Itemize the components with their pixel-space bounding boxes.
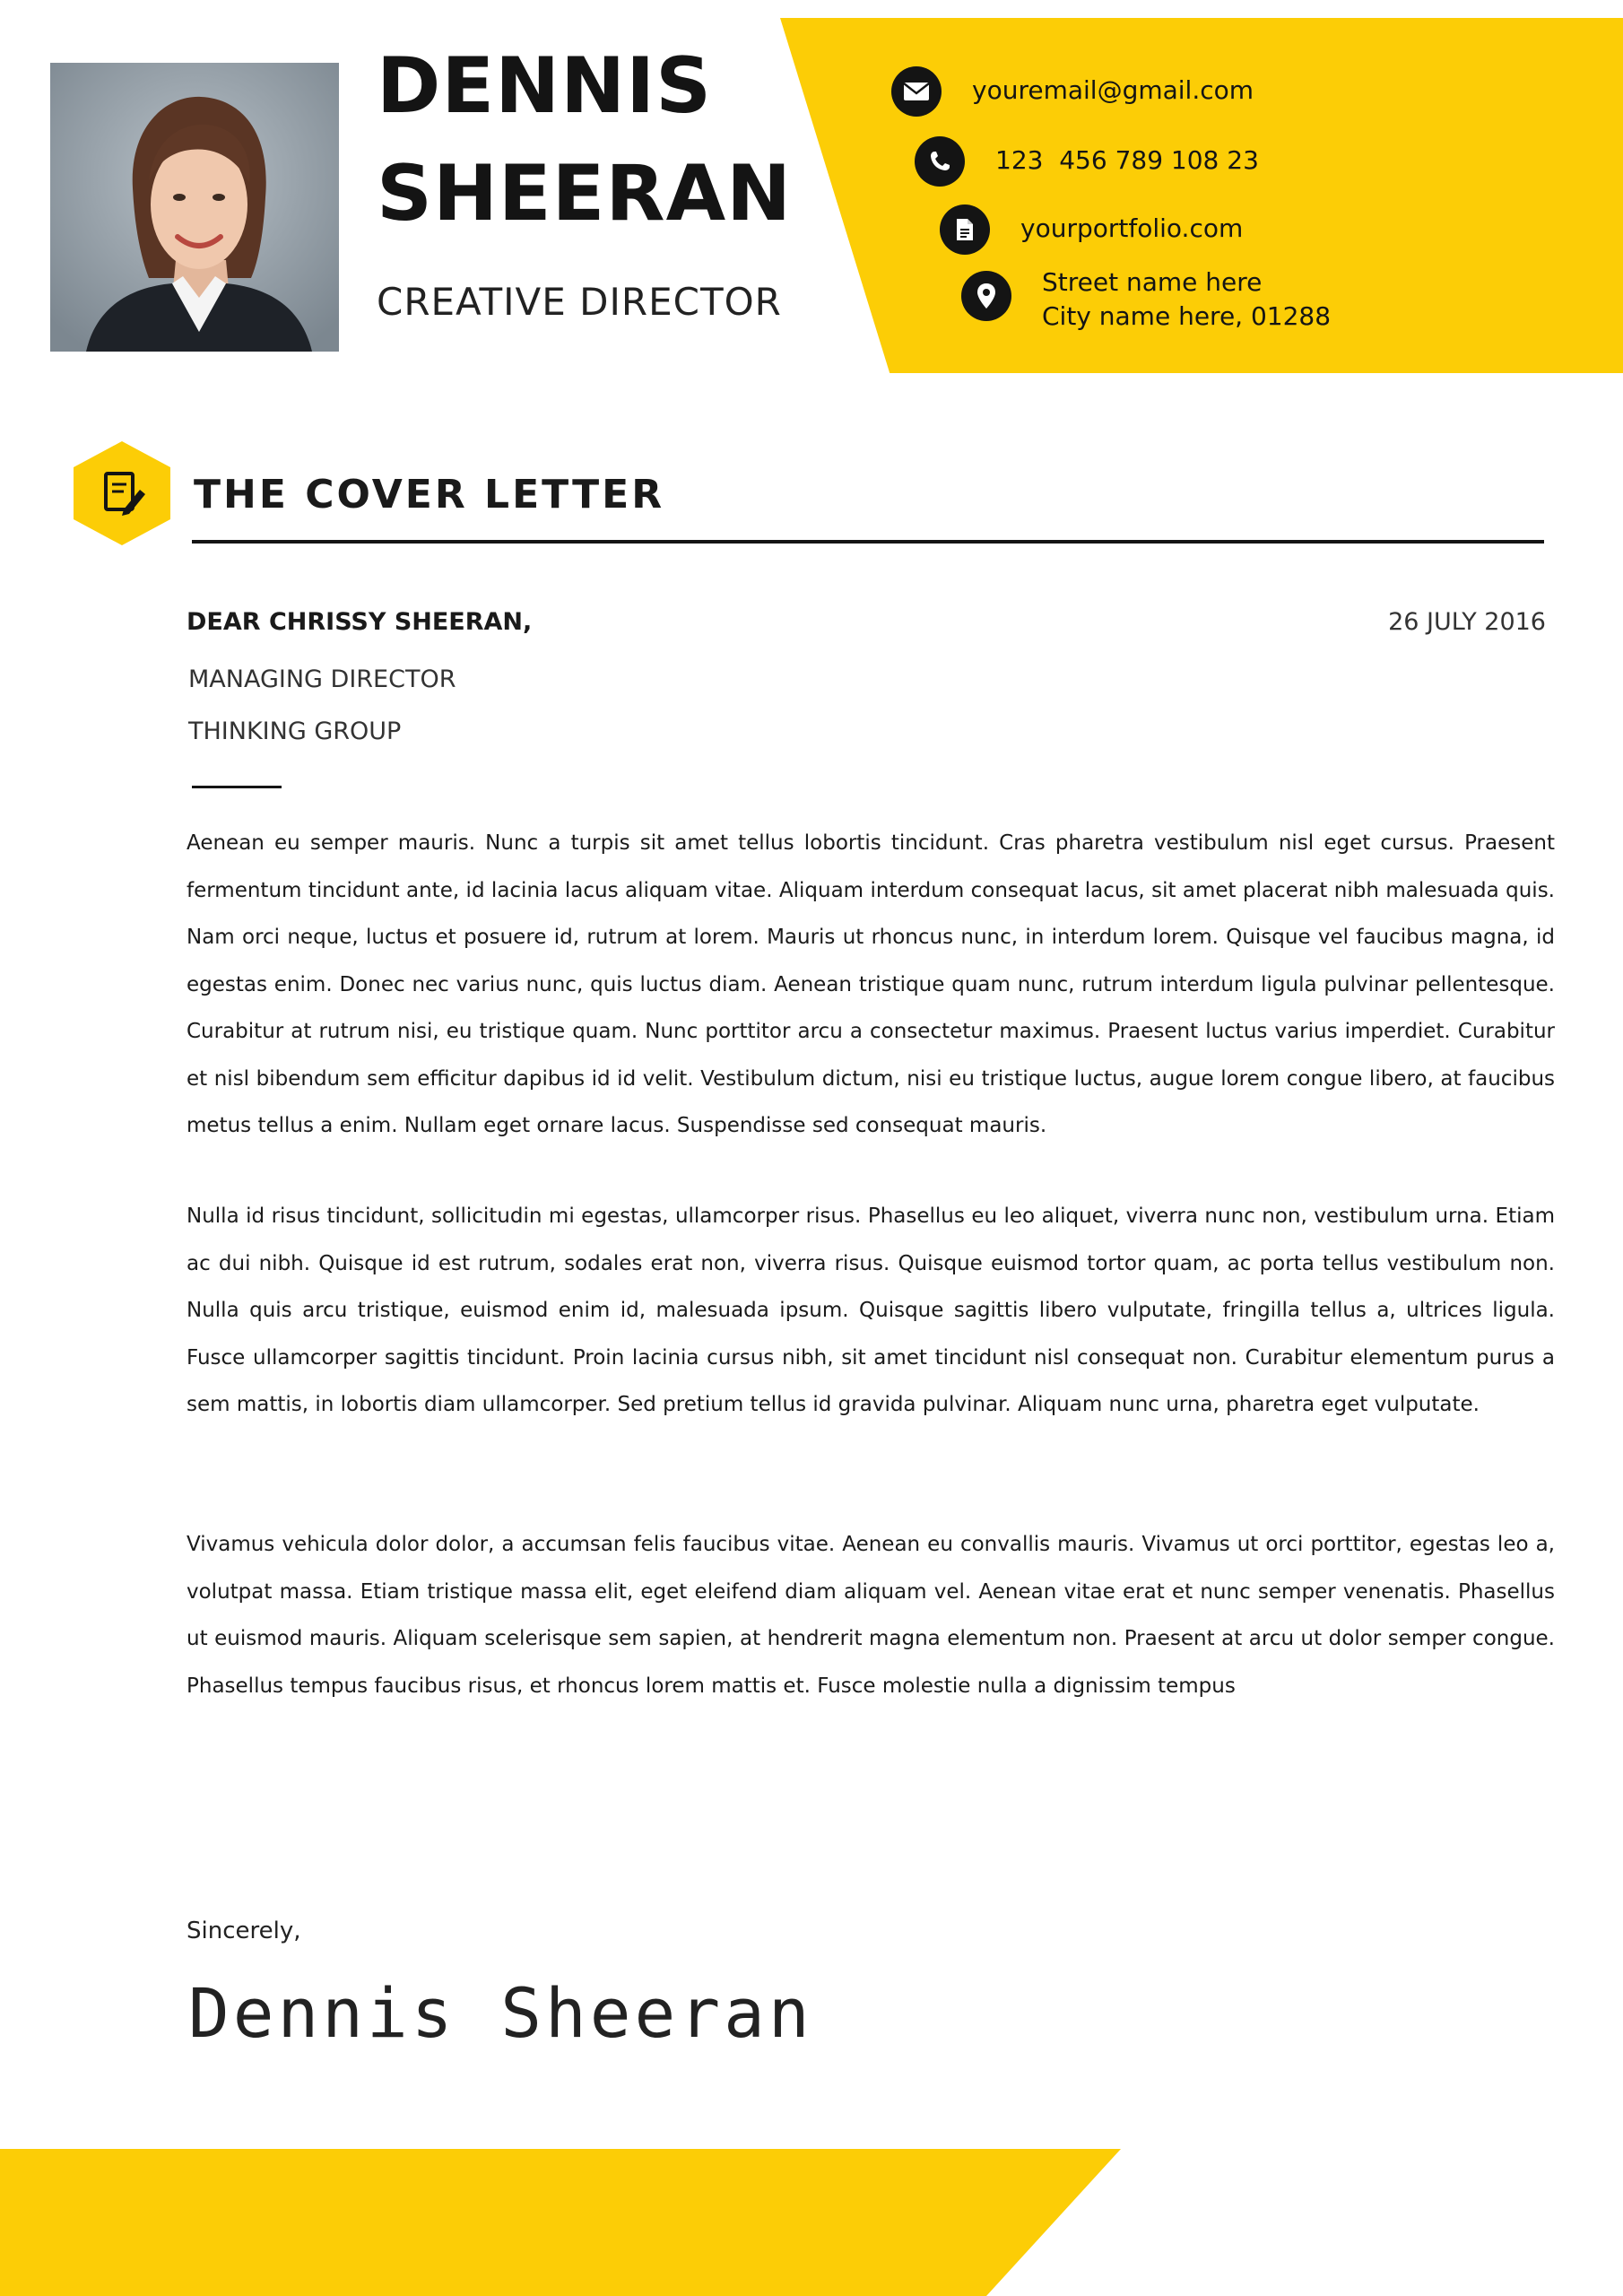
contact-phone <box>915 136 1259 187</box>
name-line-first: DENNIS <box>377 41 713 131</box>
profile-photo <box>50 63 339 352</box>
phone-icon <box>915 136 965 187</box>
candidate-name <box>377 32 792 248</box>
portfolio-text: yourportfolio.com <box>1020 213 1244 243</box>
job-title: CREATIVE DIRECTOR <box>377 280 782 324</box>
address-line-street: Street name here <box>1042 267 1263 297</box>
email-text: youremail@gmail.com <box>972 75 1254 105</box>
contact-email <box>891 66 1254 117</box>
salutation: DEAR CHRISSY SHEERAN, <box>187 608 533 636</box>
section-divider <box>192 540 1544 544</box>
footer-accent-shape <box>0 2149 1121 2296</box>
letter-paragraph: Aenean eu semper mauris. Nunc a turpis sit amet tellus lobortis tincidunt. Cras pharetra vestibulum nisl eget cursus. Praesent fermentum tincidunt ante, id lacinia lacus aliquam vitae. Aliquam interdum consequat lacus, sit amet placerat nibh malesuada quis. Nam orci neque, luctus et posuere id, rutrum at lorem. Mauris ut rhoncus nunc, in interdum lorem. Quisque vel faucibus magna, id egestas enim. Donec nec varius nunc, quis luctus diam. Aenean tristique quam nunc, rutrum interdum ligula pulvinar pellentesque. Curabitur at rutrum nisi, eu tristique quam. Nunc porttitor arcu a consectetur maximus. Praesent luctus varius imperdiet. Curabitur et nisl bibendum sem efficitur dapibus id id velit. Vestibulum dictum, nisi eu tristique luctus, augue lorem congue libero, at faucibus metus tellus a enim. Nullam eget ornare lacus. Suspendisse sed consequat mauris. <box>187 831 1555 1137</box>
closing: Sincerely, <box>187 1918 301 1944</box>
recipient-company: THINKING GROUP <box>188 718 402 745</box>
address-line-city: City name here, 01288 <box>1042 301 1332 331</box>
name-line-last: SHEERAN <box>377 149 793 239</box>
recipient-title: MANAGING DIRECTOR <box>188 665 456 693</box>
location-pin-icon <box>961 271 1011 321</box>
edit-document-icon <box>72 439 172 547</box>
letter-paragraph: Vivamus vehicula dolor dolor, a accumsan felis faucibus vitae. Aenean eu convallis mauris. Vivamus ut orci porttitor, egestas leo a, volutpat massa. Etiam tristique massa elit, eget eleifend diam aliquam vel. Aenean vitae erat et nunc semper venenatis. Phasellus ut euismod mauris. Aliquam scelerisque sem sapien, at hendrerit magna elementum non. Praesent at arcu ut dolor semper congue. Phasellus tempus faucibus risus, et rhoncus lorem mattis et. Fusce molestie nulla a dignissim tempus <box>187 1533 1555 1698</box>
phone-text: 123 456 789 108 23 <box>995 145 1259 175</box>
letter-date: 26 JULY 2016 <box>1388 608 1546 636</box>
envelope-icon <box>891 66 942 117</box>
signature: Dennis Sheeran <box>188 1973 813 2053</box>
section-title: THE COVER LETTER <box>194 472 665 517</box>
contact-portfolio <box>940 204 1243 255</box>
document-icon <box>940 204 990 255</box>
recipient-divider <box>192 786 282 788</box>
letter-paragraph: Nulla id risus tincidunt, sollicitudin mi egestas, ullamcorper risus. Phasellus eu leo aliquet, viverra nunc non, vestibulum urna. Etiam ac dui nibh. Quisque id est rutrum, sodales erat non, viverra risus. Quisque euismod tortor quam, ac porta tellus vestibulum non. Nulla quis arcu tristique, euismod enim id, malesuada ipsum. Quisque sagittis libero vulputate, fringilla tellus a, ultrices ligula. Fusce ullamcorper sagittis tincidunt. Proin lacinia cursus nibh, sit amet tincidunt nisl consequat non. Curabitur elementum purus a sem mattis, in lobortis diam ullamcorper. Sed pretium tellus id gravida pulvinar. Aliquam nunc urna, pharetra eget vulputate. <box>187 1205 1555 1416</box>
contact-address <box>961 267 1332 334</box>
